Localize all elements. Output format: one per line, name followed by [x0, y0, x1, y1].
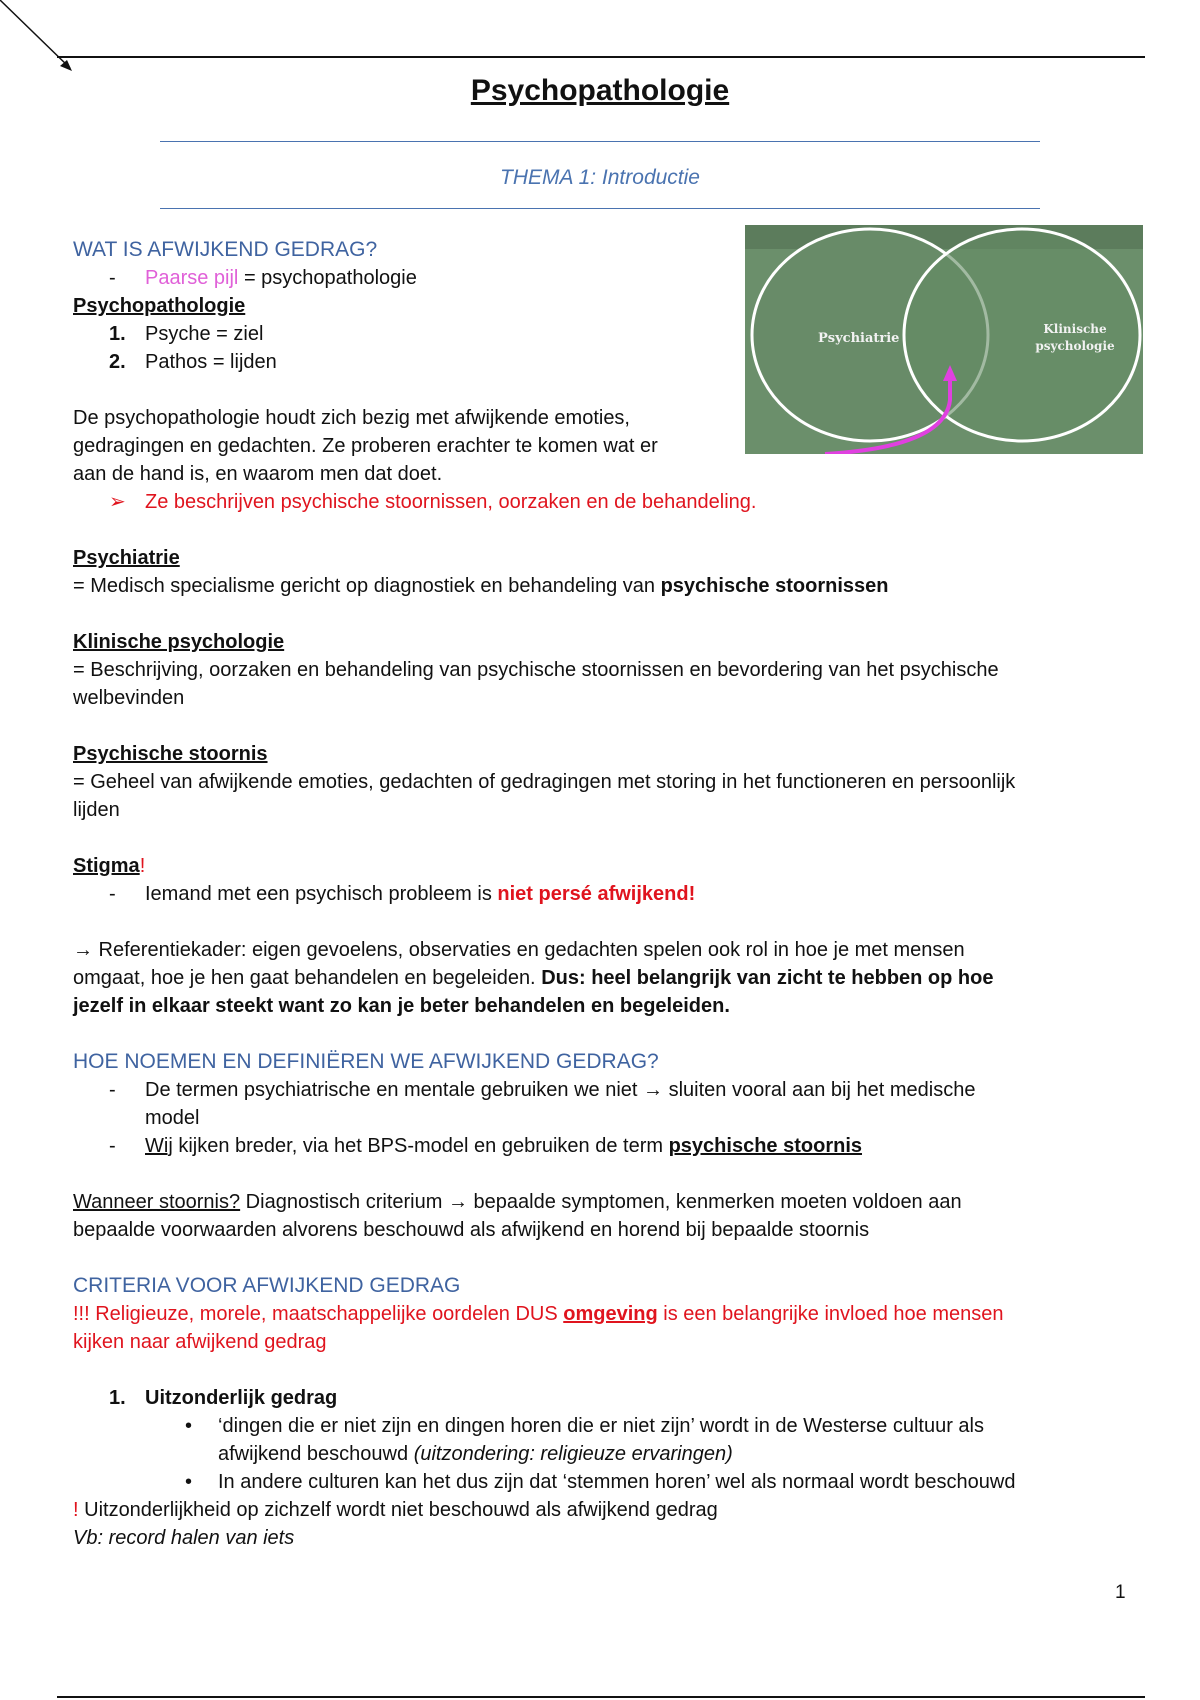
paragraph-line: aan de hand is, en waarom men dat doet.: [73, 463, 443, 485]
paragraph-line: omgaat, hoe je hen gaat behandelen en begeleiden. Dus: heel belangrijk van zicht te hebben op hoe: [73, 967, 994, 989]
paragraph-line: jezelf in elkaar steekt want zo kan je beter behandelen en begeleiden.: [73, 995, 730, 1017]
dash-bullet: -: [109, 1079, 116, 1101]
list-item: • ‘dingen die er niet zijn en dingen horen die er niet zijn’ wordt in de Westerse cultuur als afwijkend beschouwd (uitzondering: religieuze ervaringen): [73, 1412, 1123, 1468]
definition-psychiatrie: = Medisch specialisme gericht op diagnostiek en behandeling van psychische stoornissen: [73, 575, 889, 597]
list-item: [73, 1384, 1123, 1412]
theme-rule-bottom: [160, 208, 1040, 209]
dash-bullet: -: [109, 883, 116, 905]
page-title: Psychopathologie: [470, 74, 730, 107]
footer-rule: [57, 1696, 1145, 1698]
heading-klinische-psychologie: Klinische psychologie: [73, 631, 285, 653]
list-item: - Wij kijken breder, via het BPS-model en gebruiken de term psychische stoornis: [73, 1132, 1123, 1160]
venn-right-label-1: Klinische: [1043, 322, 1107, 336]
heading-psychopathologie: Psychopathologie: [73, 295, 246, 317]
theme-rule-top: [160, 141, 1040, 142]
list-item: • In andere culturen kan het dus zijn dat ‘stemmen horen’ wel als normaal wordt beschouwd: [73, 1468, 1123, 1496]
list-number: 1.: [109, 1387, 126, 1409]
heading-stigma: Stigma!: [73, 855, 146, 877]
warning-line: kijken naar afwijkend gedrag: [73, 1331, 327, 1353]
paragraph-line: gedragingen en gedachten. Ze proberen erachter te komen wat er: [73, 435, 658, 457]
list-item: - De termen psychiatrische en mentale gebruiken we niet → sluiten vooral aan bij het medische model: [73, 1076, 1123, 1132]
list-text: Pathos = lijden: [145, 351, 277, 373]
warning-line: !!! Religieuze, morele, maatschappelijke oordelen DUS omgeving is een belangrijke invloed hoe mensen: [73, 1303, 1004, 1325]
list-text: Ze beschrijven psychische stoornissen, oorzaken en de behandeling.: [145, 491, 757, 513]
dash-bullet: -: [109, 1135, 116, 1157]
heading-wat-is-afwijkend-gedrag: WAT IS AFWIJKEND GEDRAG?: [73, 238, 378, 261]
list-number: 1.: [109, 323, 126, 345]
heading-hoe-noemen: HOE NOEMEN EN DEFINIËREN WE AFWIJKEND GEDRAG?: [73, 1050, 659, 1073]
header-rule: [57, 56, 1145, 58]
list-item: - Iemand met een psychisch probleem is niet persé afwijkend!: [73, 880, 1123, 908]
dot-bullet: •: [184, 1471, 192, 1493]
definition-line: = Beschrijving, oorzaken en behandeling van psychische stoornissen en bevordering van het psychische: [73, 659, 999, 681]
list-item: [73, 488, 1123, 516]
venn-right-label-2: psychologie: [1035, 339, 1115, 353]
list-item: [73, 348, 1123, 376]
dot-bullet: •: [184, 1415, 192, 1437]
list-number: 2.: [109, 351, 126, 373]
dash-bullet: -: [109, 267, 116, 289]
arrow-bullet-icon: ➢: [109, 491, 126, 513]
paragraph-line: → Referentiekader: eigen gevoelens, observaties en gedachten spelen ook rol in hoe je met mensen: [73, 939, 965, 961]
heading-psychiatrie: Psychiatrie: [73, 547, 180, 569]
list-text: Psyche = ziel: [145, 323, 264, 345]
paragraph-line: bepaalde voorwaarden alvorens beschouwd als afwijkend en horend bij bepaalde stoornis: [73, 1219, 870, 1241]
note-line: ! Uitzonderlijkheid op zichzelf wordt niet beschouwd als afwijkend gedrag: [73, 1499, 718, 1521]
list-item: [73, 320, 1123, 348]
document-body: [73, 236, 1123, 1552]
definition-line: welbevinden: [73, 687, 185, 709]
paragraph-line: De psychopathologie houdt zich bezig met afwijkende emoties,: [73, 407, 630, 429]
venn-left-label: Psychiatrie: [818, 331, 900, 346]
heading-criteria: CRITERIA VOOR AFWIJKEND GEDRAG: [73, 1274, 461, 1297]
theme-subtitle: THEMA 1: Introductie: [500, 166, 700, 189]
heading-psychische-stoornis: Psychische stoornis: [73, 743, 268, 765]
list-title: Uitzonderlijk gedrag: [145, 1387, 338, 1409]
corner-arrow-mark: [0, 0, 80, 80]
list-item: [73, 264, 1123, 292]
definition-line: lijden: [73, 799, 120, 821]
definition-line: = Geheel van afwijkende emoties, gedachten of gedragingen met storing in het functioneren en persoonlijk: [73, 771, 1016, 793]
page-number: 1: [1115, 1582, 1126, 1603]
purple-arrow-label: Paarse pijl: [145, 267, 239, 289]
paragraph-line: Wanneer stoornis? Diagnostisch criterium → bepaalde symptomen, kenmerken moeten voldoen aan: [73, 1191, 962, 1213]
purple-arrow-definition: = psychopathologie: [238, 267, 417, 289]
example-line: Vb: record halen van iets: [73, 1527, 295, 1549]
